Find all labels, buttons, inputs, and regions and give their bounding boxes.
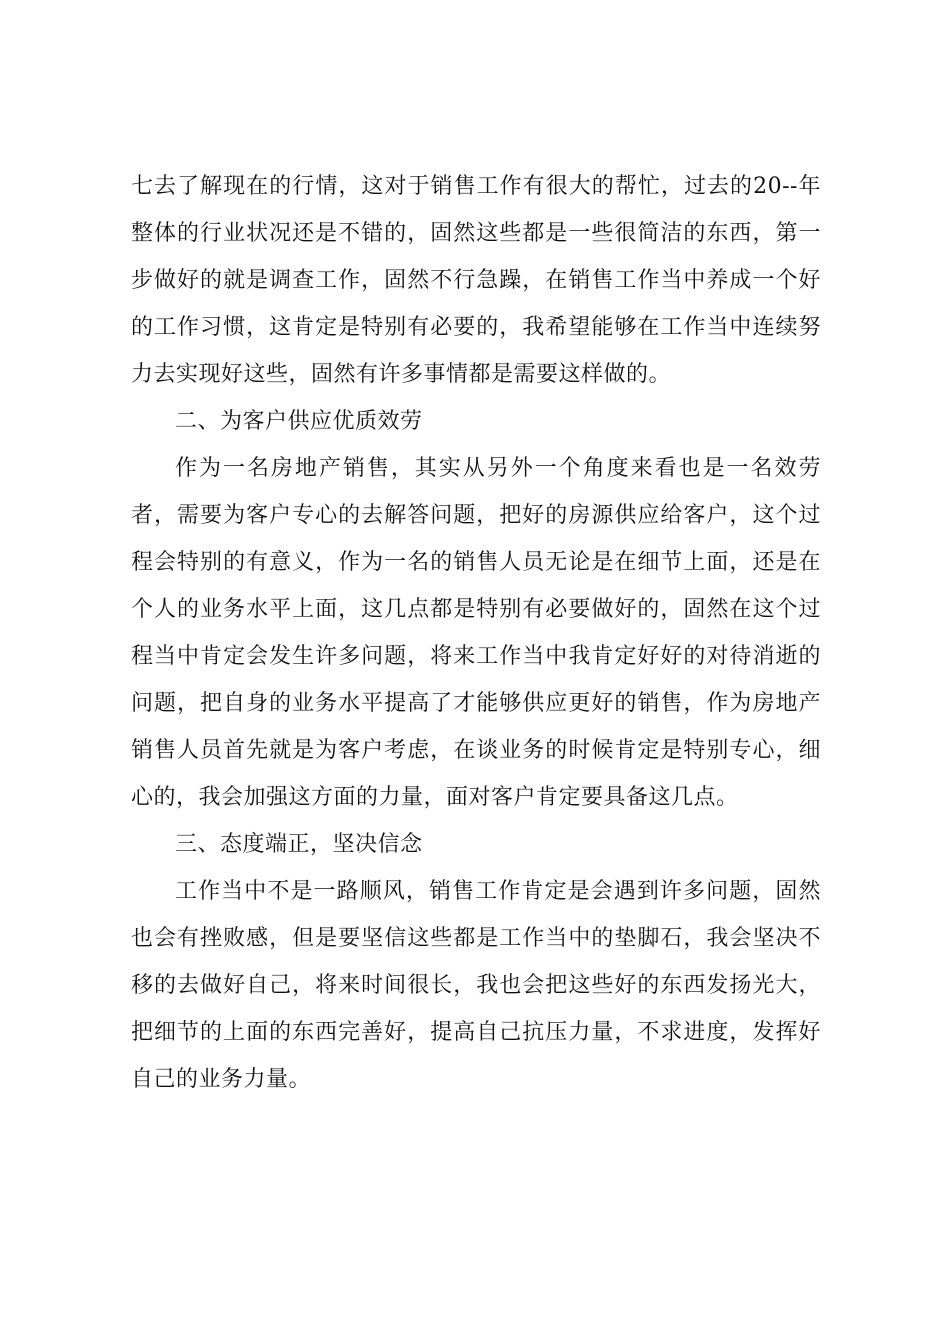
- paragraph-1: 七去了解现在的行情，这对于销售工作有很大的帮忙，过去的20--年整体的行业状况还是不错的，固然这些都是一些很简洁的东西，第一步做好的就是调查工作，固然不行急躁，在销售工作当中养成一个好的工作习惯，这肯定是特别有必要的，我希望能够在工作当中连续努力去实现好这些，固然有许多事情都是需要这样做的。: [131, 174, 821, 387]
- section-heading-2: 二、为客户供应优质效劳: [175, 409, 423, 434]
- document-body: [131, 163, 821, 1103]
- section-heading-3: 三、态度端正，坚决信念: [175, 832, 423, 857]
- paragraph-3: 工作当中不是一路顺风，销售工作肯定是会遇到许多问题，固然也会有挫败感，但是要坚信这些都是工作当中的垫脚石，我会坚决不移的去做好自己，将来时间很长，我也会把这些好的东西发扬光大，把细节的上面的东西完善好，提高自己抗压力量，不求进度，发挥好自己的业务力量。: [131, 879, 821, 1092]
- paragraph-2: 作为一名房地产销售，其实从另外一个角度来看也是一名效劳者，需要为客户专心的去解答问题，把好的房源供应给客户，这个过程会特别的有意义，作为一名的销售人员无论是在细节上面，还是在个人的业务水平上面，这几点都是特别有必要做好的，固然在这个过程当中肯定会发生许多问题，将来工作当中我肯定好好的对待消逝的问题，把自身的业务水平提高了才能够供应更好的销售，作为房地产销售人员首先就是为客户考虑，在谈业务的时候肯定是特别专心，细心的，我会加强这方面的力量，面对客户肯定要具备这几点。: [131, 456, 821, 810]
